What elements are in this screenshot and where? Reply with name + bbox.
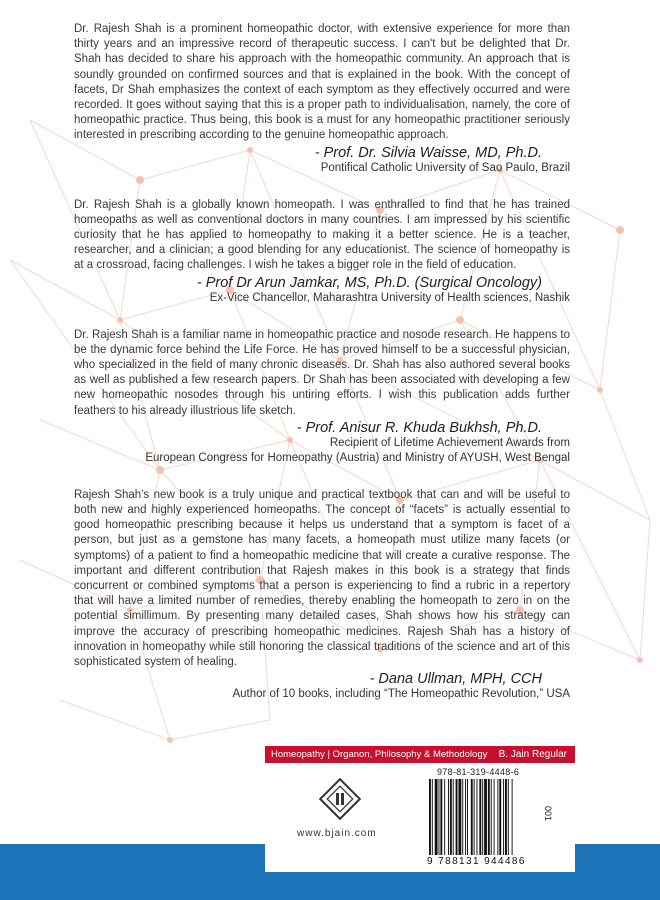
testimonial-text: Dr. Rajesh Shah is a familiar name in homeopathic practice and nosode research. He happens to be the dynamic force behind the Life Force. He has proved himself to be a successful physician, who specialized in the field of many chronic diseases. Dr. Shah has also authored several books as well as published a few research papers. Dr Shah has been associated with developing a few new homeopathic nosodes through his untiring efforts. I wish this publication adds further feathers to his already illustrious life sketch.: [74, 328, 570, 417]
barcode-bar: [456, 779, 458, 855]
barcode-bar: [474, 779, 475, 855]
testimonial-author: - Prof. Anisur R. Khuda Bukhsh, Ph.D.: [296, 419, 542, 436]
barcode-bar: [499, 779, 501, 855]
price-code: 001: [543, 806, 553, 822]
testimonial-text: Dr. Rajesh Shah is a globally known homeopath. I was enthralled to find that he has trained homeopaths as well as conventional doctors in many countries. I am impressed by his scientific curiosity that he has applied to homeopathy to making it a better science. He is a teacher, researcher, and a clinician; a good blending for any educationist. The science of homeopathy is at a crossroad, facing challenges. I wish he takes a bigger role in the field of education.: [74, 198, 570, 272]
barcode-bar: [494, 779, 495, 855]
barcode-bar: [508, 779, 509, 855]
barcode-bar: [471, 779, 473, 855]
barcode-bar: [491, 779, 492, 855]
bjain-logo-icon: [317, 776, 363, 822]
publisher-label: B. Jain Regular: [498, 749, 567, 760]
barcode-bar: [439, 779, 440, 855]
barcode-bar: [429, 779, 431, 855]
testimonial: [74, 488, 570, 702]
testimonial: [74, 198, 570, 306]
publisher-info-box: [265, 746, 575, 872]
barcode-bar: [477, 779, 478, 855]
barcode-bar: [505, 779, 507, 855]
testimonial-affiliation: Ex-Vice Chancellor, Maharashtra University of Health sciences, Nashik: [209, 291, 570, 304]
barcode-bar: [467, 779, 468, 855]
barcode-bar: [448, 779, 449, 855]
back-cover-testimonials: [74, 22, 570, 724]
barcode-bar: [462, 779, 463, 855]
testimonial-affiliation: Recipient of Lifetime Achievement Awards from: [329, 436, 570, 449]
barcode-number: 9 788131 944486: [427, 856, 526, 867]
barcode-bar: [453, 779, 454, 855]
barcode-bar: [497, 779, 498, 855]
category-label: Homeopathy | Organon, Philosophy & Methodology: [271, 749, 488, 760]
barcode-bar: [488, 779, 490, 855]
barcode-bar: [450, 779, 452, 855]
barcode-bar: [444, 779, 445, 855]
barcode-bar: [512, 779, 513, 855]
barcode-bar: [435, 779, 438, 855]
testimonial: [74, 22, 570, 176]
isbn-label: 978-81-319-4448-6: [437, 767, 520, 777]
barcode-bar: [458, 779, 461, 855]
testimonial-affiliation: Pontifical Catholic University of Sao Paulo, Brazil: [320, 161, 570, 174]
testimonial: [74, 328, 570, 466]
testimonial-affiliation: European Congress for Homeopathy (Austria) and Ministry of AYUSH, West Bengal: [145, 451, 570, 464]
barcode-bar: [503, 779, 504, 855]
barcode-bar: [479, 779, 481, 855]
testimonial-affiliation: Author of 10 books, including “The Homeopathic Revolution,” USA: [232, 688, 570, 701]
testimonial-text: Dr. Rajesh Shah is a prominent homeopathic doctor, with extensive experience for more than thirty years and an impressive record of therapeutic success. I can't but be delighted that Dr. Shah has decided to share his approach with the homeopathic community. An approach that is soundly grounded on confirmed sources and that is explained in the book. With the concept of facets, Dr Shah emphasizes the context of each symptom as they effectively occurred and were recorded. It goes without saying that this is a proper path to individualisation, namely, the core of homeopathic practice. Thus being, this book is a must for any homeopathic practitioner seriously interested in prescribing according to the genuine homeopathic approach.: [74, 23, 570, 142]
testimonial-author: - Prof Dr Arun Jamkar, MS, Ph.D. (Surgical Oncology): [196, 274, 542, 291]
barcode-bar: [482, 779, 483, 855]
testimonial-text: Rajesh Shah's new book is a truly unique and practical textbook that can and will be useful to both new and highly experienced homeopaths. The concept of “facets” is actually essential to good homeopathic prescribing because it helps us understand that a symptom is facet of a person, but just as a gemstone has many facets, a homeopath must utilize many facets (or symptoms) of a patient to find a homeopathic medicine that will create a curative response. The important and different contribution that Rajesh makes in this book is a strategy that finds concurrent or combined symptoms that a person is experiencing to find a rubric in a repertory that will have a limited number of remedies, thereby enabling the homeopath to zero in on the potential simillimum. By presenting many detailed cases, Shah shows how his strategy can improve the accuracy of prescribing homeopathic medicines. Rajesh Shah has a history of innovation in homeopathy while still honoring the classical traditions of the science and art of this sophisticated system of healing.: [74, 488, 570, 669]
barcode-bar: [440, 779, 442, 855]
barcode-bar: [484, 779, 487, 855]
testimonial-author: - Prof. Dr. Silvia Waisse, MD, Ph.D.: [314, 144, 542, 161]
testimonial-author: - Dana Ullman, MPH, CCH: [369, 671, 542, 688]
isbn-barcode: [427, 779, 547, 855]
barcode-bar: [432, 779, 433, 855]
category-strip: [265, 746, 575, 763]
publisher-website: www.bjain.com: [297, 828, 377, 839]
barcode-bar: [465, 779, 466, 855]
